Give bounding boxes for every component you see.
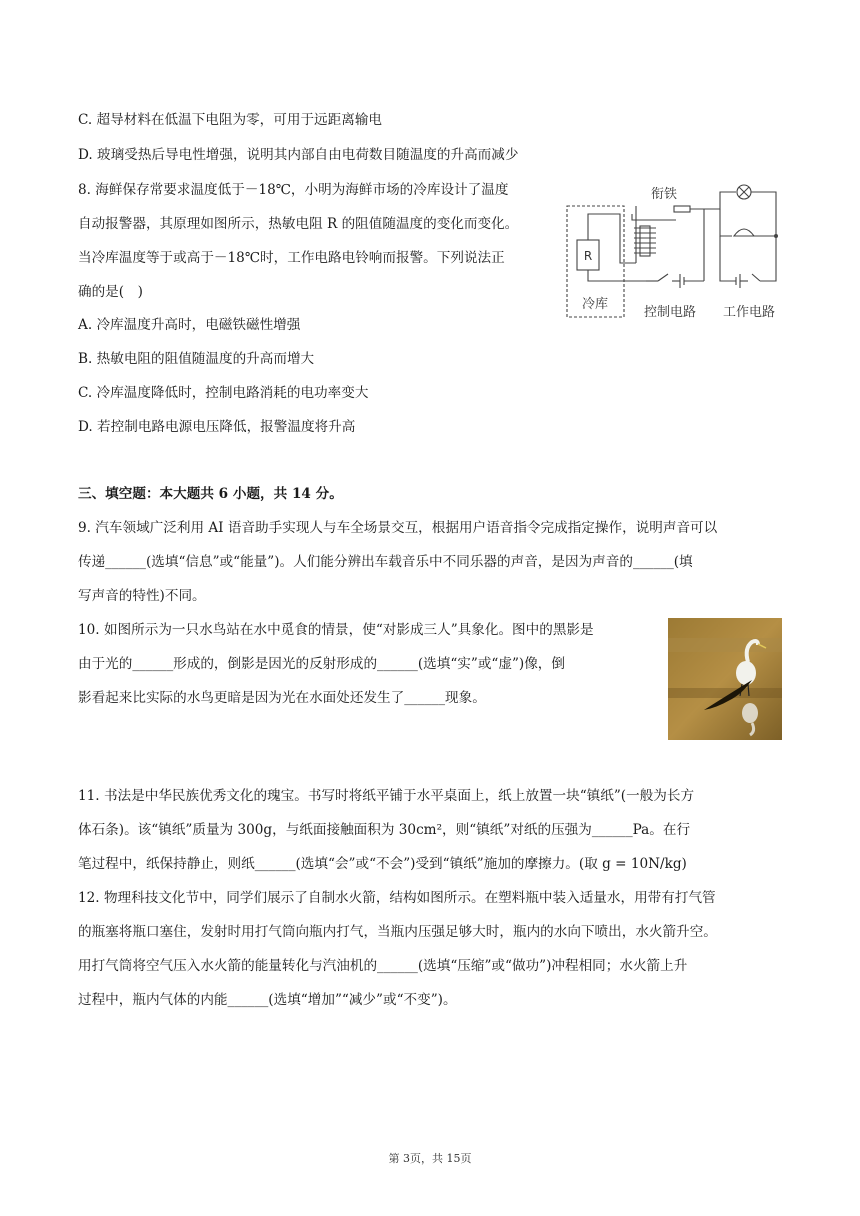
section-3-heading: 三、填空题：本大题共 6 小题，共 14 分。 [78, 486, 343, 502]
option-d-prev: D. 玻璃受热后导电性增强，说明其内部自由电荷数目随温度的升高而减少 [78, 147, 519, 163]
q8-stem-line-3: 当冷库温度等于或高于－18℃时，工作电路电铃响而报警。下列说法正 [78, 250, 505, 266]
q12-line-4: 过程中，瓶内气体的内能______(选填“增加”“减少”或“不变”)。 [78, 992, 457, 1008]
q9-line-3: 写声音的特性)不同。 [78, 588, 206, 604]
q8-option-c: C. 冷库温度降低时，控制电路消耗的电功率变大 [78, 385, 369, 401]
q9-line-2: 传递______(选填“信息”或“能量”)。人们能分辨出车载音乐中不同乐器的声音，是因为声音的______(填 [78, 554, 693, 570]
q11-line-1: 11. 书法是中华民族优秀文化的瑰宝。书写时将纸平铺于水平桌面上，纸上放置一块“镇纸”(一般为长方 [78, 788, 695, 804]
armature-label: 衔铁 [650, 187, 678, 202]
bell-symbol [734, 229, 754, 236]
egret-body [736, 661, 756, 685]
q8-option-b: B. 热敏电阻的阻值随温度的升高而增大 [78, 351, 315, 367]
q12-line-2: 的瓶塞将瓶口塞住，发射时用打气筒向瓶内打气，当瓶内压强足够大时，瓶内的水向下喷出，水火箭升空。 [78, 924, 717, 940]
q10-line-1: 10. 如图所示为一只水鸟站在水中觅食的情景，使“对影成三人”具象化。图中的黑影是 [78, 622, 594, 638]
alarm-circuit-diagram [564, 178, 788, 324]
q8-option-d: D. 若控制电路电源电压降低，报警温度将升高 [78, 419, 356, 435]
q11-line-2: 体石条)。该“镇纸”质量为 300g，与纸面接触面积为 30cm²，则“镇纸”对纸的压强为______Pa。在行 [78, 822, 691, 838]
q10-line-3: 影看起来比实际的水鸟更暗是因为光在水面处还发生了______现象。 [78, 690, 486, 706]
q8-stem-line-1: 8. 海鲜保存常要求温度低于－18℃，小明为海鲜市场的冷库设计了温度 [78, 182, 509, 198]
work-circuit-label: 工作电路 [722, 305, 776, 320]
q8-stem-line-2: 自动报警器，其原理如图所示，热敏电阻 R 的阻值随温度的变化而变化。 [78, 216, 519, 232]
q12-line-3: 用打气筒将空气压入水火箭的能量转化与汽油机的______(选填“压缩”或“做功”)冲程相同；水火箭上升 [78, 958, 688, 974]
page-footer: 第 3页，共 15页 [388, 1152, 472, 1165]
q11-line-3: 笔过程中，纸保持静止，则纸______(选填“会”或“不会”)受到“镇纸”施加的摩擦力。(取 g = 10N/kg) [78, 856, 687, 872]
reflection-shape [742, 703, 758, 723]
q8-option-a: A. 冷库温度升高时，电磁铁磁性增强 [78, 317, 301, 333]
control-circuit-label: 控制电路 [643, 305, 697, 320]
resistor-label: R [583, 249, 593, 263]
option-c-prev: C. 超导材料在低温下电阻为零，可用于远距离输电 [78, 112, 383, 128]
q12-line-1: 12. 物理科技文化节中，同学们展示了自制水火箭，结构如图所示。在塑料瓶中装入适量水，用带有打气管 [78, 890, 716, 906]
water-bird-photo [668, 618, 782, 740]
q10-line-2: 由于光的______形成的，倒影是因光的反射形成的______(选填“实”或“虚”)像，倒 [78, 656, 565, 672]
q9-line-1: 9. 汽车领域广泛利用 AI 语音助手实现人与车全场景交互，根据用户语音指令完成指定操作，说明声音可以 [78, 520, 718, 536]
cold-storage-label: 冷库 [581, 297, 609, 312]
q8-stem-line-4: 确的是( ) [78, 284, 143, 300]
